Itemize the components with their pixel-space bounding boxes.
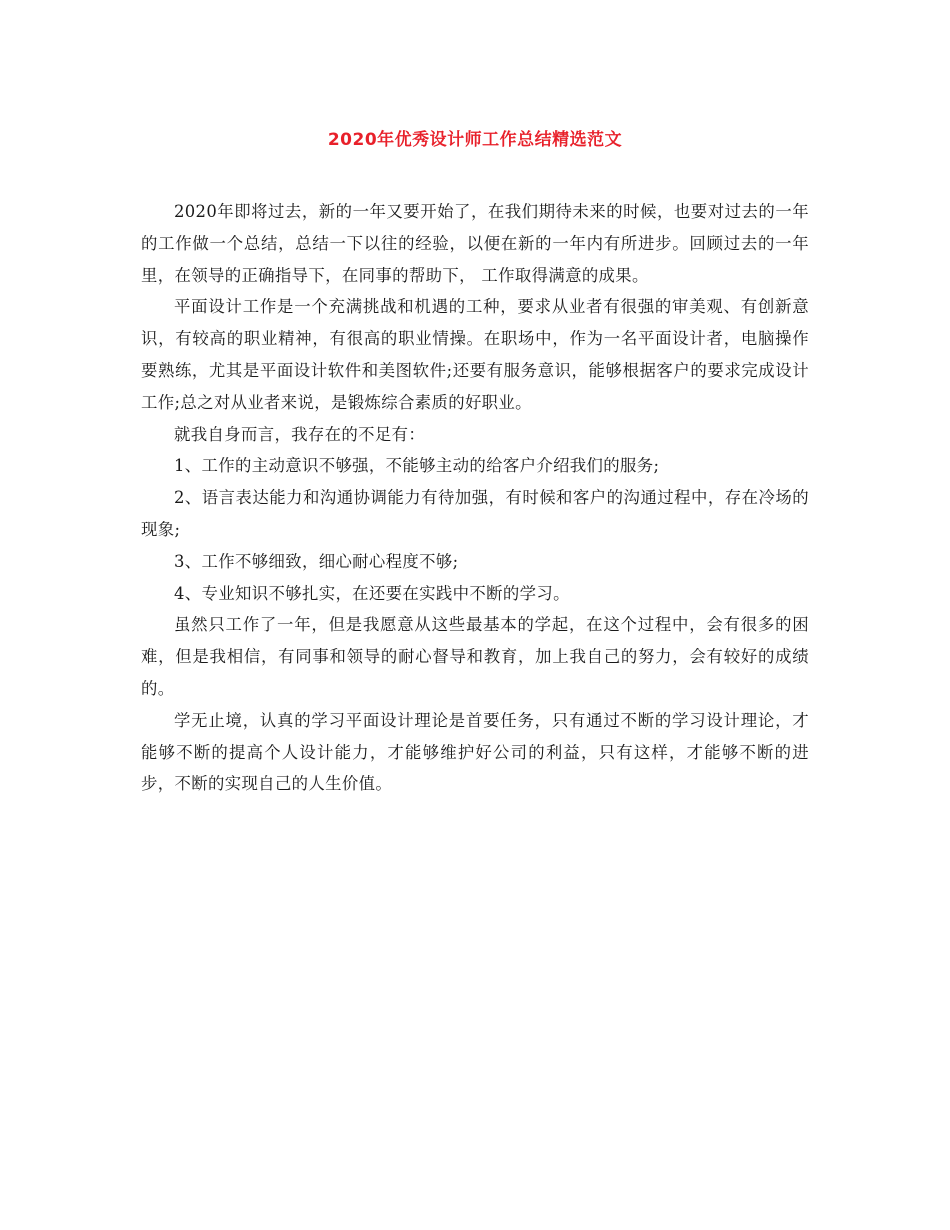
list-item-shortcoming-1: 1、工作的主动意识不够强，不能够主动的给客户介绍我们的服务; — [174, 456, 660, 476]
list-item-shortcoming-2: 2、语言表达能力和沟通协调能力有待加强，有时候和客户的沟通过程中，存在冷场的现象; — [141, 488, 809, 539]
paragraph-commitment: 虽然只工作了一年，但是我愿意从这些最基本的学起，在这个过程中，会有很多的困难，但是我相信，有同事和领导的耐心督导和教育，加上我自己的努力，会有较好的成绩的。 — [141, 615, 809, 698]
paragraph-job-description: 平面设计工作是一个充满挑战和机遇的工种，要求从业者有很强的审美观、有创新意识，有较高的职业精神，有很高的职业情操。在职场中，作为一名平面设计者，电脑操作要熟练，尤其是平面设计软件和美图软件;还要有服务意识，能够根据客户的要求完成设计工作;总之对从业者来说，是锻炼综合素质的好职业。 — [141, 297, 809, 412]
paragraph-conclusion: 学无止境，认真的学习平面设计理论是首要任务，只有通过不断的学习设计理论，才能够不断的提高个人设计能力，才能够维护好公司的利益，只有这样，才能够不断的进步，不断的实现自己的人生价值。 — [141, 710, 809, 794]
list-item-shortcoming-3: 3、工作不够细致，细心耐心程度不够; — [174, 551, 459, 571]
document-title: 2020年优秀设计师工作总结精选范文 — [327, 130, 623, 150]
list-item-shortcoming-4: 4、专业知识不够扎实，在还要在实践中不断的学习。 — [174, 583, 570, 603]
document-body — [141, 196, 809, 800]
paragraph-shortcomings-lead: 就我自身而言，我存在的不足有： — [174, 424, 426, 444]
paragraph-intro: 2020年即将过去，新的一年又要开始了，在我们期待未来的时候，也要对过去的一年的工作做一个总结，总结一下以往的经验，以便在新的一年内有所进步。回顾过去的一年里，在领导的正确指导下，在同事的帮助下， 工作取得满意的成果。 — [141, 202, 809, 285]
